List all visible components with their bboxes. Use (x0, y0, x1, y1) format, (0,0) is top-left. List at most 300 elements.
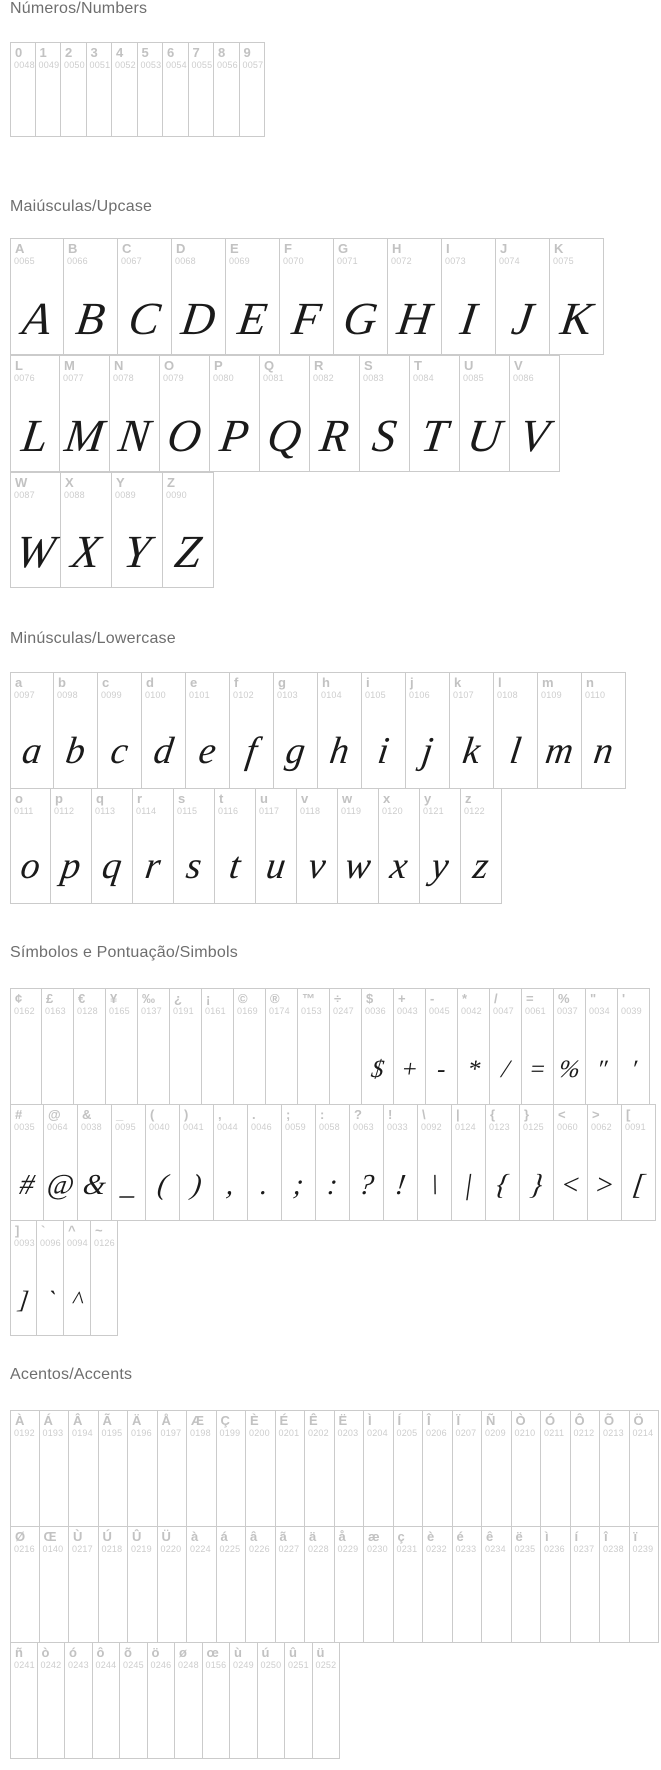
cell-character-label: ñ (15, 1645, 23, 1660)
char-cell (282, 1104, 316, 1221)
cell-character-label: _ (116, 1107, 124, 1122)
cell-character-label: u (260, 791, 268, 806)
cell-character-label: # (15, 1107, 23, 1122)
char-cell (158, 1410, 188, 1527)
cell-character-label: w (342, 791, 353, 806)
cell-unicode-code: 0123 (489, 1122, 510, 1132)
cell-character-label: ê (486, 1529, 494, 1544)
cell-glyph-preview: J (508, 293, 537, 344)
char-cell (512, 1410, 542, 1527)
glyph-row-accents-3 (10, 1642, 340, 1759)
char-cell (128, 1410, 158, 1527)
cell-character-label: n (586, 675, 594, 690)
char-cell (175, 1642, 203, 1759)
cell-unicode-code: 0156 (205, 1660, 227, 1670)
cell-unicode-code: 0201 (278, 1428, 300, 1438)
char-cell (335, 1410, 365, 1527)
cell-character-label: ö (151, 1645, 160, 1660)
cell-glyph-preview: V (516, 410, 553, 461)
char-cell (215, 788, 256, 904)
cell-character-label: O (164, 358, 175, 373)
cell-unicode-code: 0218 (101, 1544, 123, 1554)
cell-character-label: â (250, 1529, 258, 1544)
cell-glyph-preview: " (594, 1056, 609, 1083)
cell-glyph-preview: F (288, 293, 325, 344)
cell-unicode-code: 0229 (337, 1544, 359, 1554)
section-title-numbers: Números/Numbers (10, 0, 148, 17)
char-cell (418, 1104, 452, 1221)
cell-glyph-preview: . (258, 1169, 271, 1201)
cell-character-label: Ä (132, 1413, 142, 1428)
cell-character-label: ù (234, 1645, 242, 1660)
cell-glyph-preview: U (464, 410, 505, 461)
cell-unicode-code: 0217 (72, 1544, 93, 1554)
cell-unicode-code: 0110 (585, 690, 606, 700)
cell-unicode-code: 0099 (101, 690, 122, 700)
char-cell (10, 238, 64, 355)
cell-unicode-code: 0118 (300, 806, 321, 816)
cell-unicode-code: 0174 (269, 1006, 290, 1016)
cell-character-label: $ (366, 991, 374, 1006)
cell-glyph-preview: h (327, 730, 352, 772)
cell-unicode-code: 0093 (14, 1238, 35, 1248)
cell-character-label: ú (261, 1645, 270, 1660)
char-cell (588, 1104, 622, 1221)
cell-unicode-code: 0060 (557, 1122, 578, 1132)
char-cell (91, 1220, 118, 1336)
char-cell (10, 1104, 44, 1221)
cell-unicode-code: 0216 (14, 1544, 35, 1554)
cell-character-label: Á (43, 1413, 53, 1428)
char-cell (226, 238, 280, 355)
cell-character-label: È (250, 1413, 259, 1428)
char-cell (305, 1526, 335, 1643)
char-cell (600, 1526, 630, 1643)
char-cell (364, 1410, 394, 1527)
char-cell (174, 788, 215, 904)
char-cell (10, 988, 42, 1105)
cell-character-label: ; (286, 1107, 291, 1122)
cell-character-label: t (219, 791, 224, 806)
cell-unicode-code: 0050 (64, 60, 85, 70)
char-cell (280, 238, 334, 355)
cell-glyph-preview: t (226, 845, 244, 887)
char-cell (260, 355, 310, 472)
cell-glyph-preview: n (591, 730, 616, 772)
section-title-lowercase: Minúsculas/Lowercase (10, 630, 176, 647)
char-cell (622, 1104, 656, 1221)
char-cell (202, 988, 234, 1105)
cell-unicode-code: 0214 (632, 1428, 654, 1438)
char-cell (310, 355, 360, 472)
cell-unicode-code: 0090 (166, 490, 187, 500)
char-cell (10, 355, 60, 472)
cell-glyph-preview: ( (155, 1169, 170, 1201)
char-cell (112, 42, 138, 137)
cell-unicode-code: 0224 (190, 1544, 211, 1554)
cell-character-label: Ò (515, 1413, 526, 1428)
char-cell (388, 238, 442, 355)
cell-unicode-code: 0192 (14, 1428, 35, 1438)
cell-character-label: Ã (102, 1413, 112, 1428)
cell-unicode-code: 0039 (621, 1006, 642, 1016)
char-cell (187, 1526, 217, 1643)
char-cell (110, 355, 160, 472)
cell-character-label: Ì (368, 1413, 372, 1428)
cell-glyph-preview: y (428, 845, 452, 887)
cell-character-label: Ç (220, 1413, 230, 1428)
char-cell (106, 988, 138, 1105)
cell-glyph-preview: z (470, 845, 492, 887)
cell-character-label: K (554, 241, 564, 256)
char-cell (10, 1410, 40, 1527)
cell-character-label: P (214, 358, 223, 373)
char-cell (305, 1410, 335, 1527)
cell-glyph-preview: c (108, 730, 131, 772)
glyph-row-uppercase-1 (10, 238, 604, 355)
cell-glyph-preview: Y (120, 526, 154, 577)
cell-unicode-code: 0074 (499, 256, 520, 266)
char-cell (64, 1220, 91, 1336)
cell-unicode-code: 0128 (77, 1006, 98, 1016)
cell-glyph-preview: C (125, 293, 164, 344)
cell-character-label: à (191, 1529, 199, 1544)
char-cell (554, 988, 586, 1105)
cell-unicode-code: 0097 (14, 690, 35, 700)
char-cell (571, 1526, 601, 1643)
cell-unicode-code: 0153 (301, 1006, 322, 1016)
cell-glyph-preview: s (183, 845, 205, 887)
cell-character-label: ¿ (174, 991, 182, 1006)
section-title-symbols: Símbolos e Pontuação/Simbols (10, 944, 238, 961)
cell-unicode-code: 0162 (14, 1006, 35, 1016)
char-cell (40, 1410, 70, 1527)
glyph-row-lowercase-1 (10, 672, 626, 789)
char-cell (217, 1410, 247, 1527)
cell-unicode-code: 0096 (40, 1238, 61, 1248)
char-cell (360, 355, 410, 472)
char-cell (51, 788, 92, 904)
cell-character-label: X (65, 475, 74, 490)
char-cell (586, 988, 618, 1105)
char-cell (158, 1526, 188, 1643)
cell-unicode-code: 0252 (315, 1660, 337, 1670)
cell-unicode-code: 0036 (365, 1006, 386, 1016)
char-cell (410, 355, 460, 472)
cell-unicode-code: 0246 (150, 1660, 172, 1670)
cell-glyph-preview: k (460, 730, 483, 772)
cell-character-label: Î (427, 1413, 431, 1428)
cell-character-label: Ó (545, 1413, 556, 1428)
cell-unicode-code: 0207 (455, 1428, 477, 1438)
cell-character-label: í (574, 1529, 579, 1544)
char-cell (138, 42, 164, 137)
cell-unicode-code: 0228 (308, 1544, 329, 1554)
cell-character-label: { (490, 1107, 496, 1122)
cell-character-label: a (15, 675, 23, 690)
cell-character-label: é (456, 1529, 464, 1544)
cell-character-label: £ (46, 991, 54, 1006)
cell-glyph-preview: : (325, 1169, 340, 1201)
cell-unicode-code: 0197 (160, 1428, 182, 1438)
cell-character-label: l (498, 675, 502, 690)
cell-character-label: 7 (192, 45, 200, 60)
cell-character-label: [ (626, 1107, 631, 1122)
cell-unicode-code: 0213 (603, 1428, 624, 1438)
cell-character-label: ` (41, 1223, 46, 1238)
char-cell (112, 1104, 146, 1221)
cell-character-label: î (604, 1529, 608, 1544)
char-cell (297, 788, 338, 904)
cell-unicode-code: 0108 (497, 690, 518, 700)
cell-unicode-code: 0077 (63, 373, 84, 383)
cell-glyph-preview: ) (189, 1169, 204, 1201)
cell-unicode-code: 0054 (166, 60, 187, 70)
cell-unicode-code: 0086 (513, 373, 534, 383)
cell-character-label: % (558, 991, 570, 1006)
char-cell (172, 238, 226, 355)
char-cell (442, 238, 496, 355)
char-cell (128, 1526, 158, 1643)
cell-unicode-code: 0165 (109, 1006, 130, 1016)
cell-character-label: Ï (456, 1413, 461, 1428)
cell-unicode-code: 0058 (319, 1122, 340, 1132)
char-cell (510, 355, 560, 472)
char-cell (313, 1642, 341, 1759)
cell-character-label: ò (41, 1645, 50, 1660)
cell-glyph-preview: r (142, 845, 164, 887)
cell-character-label: Ø (15, 1529, 26, 1544)
cell-glyph-preview: [ (630, 1169, 647, 1201)
cell-glyph-preview: T (418, 410, 451, 461)
cell-character-label: c (102, 675, 110, 690)
char-cell (276, 1410, 306, 1527)
cell-unicode-code: 0242 (40, 1660, 62, 1670)
cell-character-label: . (252, 1107, 256, 1122)
cell-character-label: 3 (90, 45, 98, 60)
cell-unicode-code: 0122 (464, 806, 485, 816)
cell-character-label: 4 (116, 45, 124, 60)
cell-glyph-preview: @ (44, 1169, 77, 1201)
char-cell (246, 1410, 276, 1527)
cell-unicode-code: 0063 (353, 1122, 374, 1132)
cell-unicode-code: 0076 (14, 373, 35, 383)
cell-glyph-preview: * (465, 1056, 482, 1083)
char-cell (423, 1410, 453, 1527)
cell-unicode-code: 0051 (89, 60, 111, 70)
char-cell (338, 788, 379, 904)
cell-glyph-preview: $ (369, 1056, 386, 1083)
cell-glyph-preview: a (19, 730, 45, 772)
char-cell (522, 988, 554, 1105)
char-cell (65, 1642, 93, 1759)
cell-unicode-code: 0219 (131, 1544, 152, 1554)
char-cell (394, 988, 426, 1105)
cell-unicode-code: 0220 (160, 1544, 182, 1554)
cell-glyph-preview: w (342, 845, 374, 887)
char-cell (618, 988, 650, 1105)
cell-glyph-preview: = (527, 1056, 548, 1083)
cell-unicode-code: 0041 (183, 1122, 204, 1132)
cell-glyph-preview: Q (264, 410, 305, 461)
cell-unicode-code: 0035 (14, 1122, 35, 1132)
cell-glyph-preview: / (500, 1056, 511, 1083)
cell-character-label: ä (309, 1529, 317, 1544)
cell-unicode-code: 0169 (237, 1006, 258, 1016)
cell-unicode-code: 0111 (14, 806, 34, 816)
cell-character-label: D (176, 241, 186, 256)
cell-glyph-preview: E (234, 293, 271, 344)
cell-glyph-preview: , (224, 1169, 237, 1201)
cell-unicode-code: 0064 (47, 1122, 68, 1132)
cell-unicode-code: 0049 (38, 60, 60, 70)
cell-unicode-code: 0103 (277, 690, 298, 700)
cell-character-label: T (414, 358, 422, 373)
char-cell (120, 1642, 148, 1759)
char-cell (234, 988, 266, 1105)
cell-unicode-code: 0072 (391, 256, 412, 266)
cell-character-label: 2 (65, 45, 73, 60)
char-cell (538, 672, 582, 789)
cell-unicode-code: 0079 (163, 373, 184, 383)
cell-character-label: ¥ (110, 991, 118, 1006)
cell-character-label: Õ (604, 1413, 615, 1428)
cell-character-label: y (424, 791, 432, 806)
cell-unicode-code: 0068 (175, 256, 196, 266)
cell-character-label: \ (422, 1107, 426, 1122)
cell-character-label: á (220, 1529, 228, 1544)
cell-character-label: j (410, 675, 414, 690)
char-cell (87, 42, 113, 137)
cell-character-label: õ (124, 1645, 132, 1660)
cell-glyph-preview: j (419, 730, 436, 772)
cell-character-label: f (234, 675, 239, 690)
cell-character-label: * (462, 991, 468, 1006)
cell-unicode-code: 0112 (54, 806, 75, 816)
cell-character-label: ^ (68, 1223, 76, 1238)
cell-glyph-preview: ` (43, 1287, 57, 1314)
cell-unicode-code: 0206 (426, 1428, 447, 1438)
glyph-row-accents-1 (10, 1410, 659, 1527)
section-title-uppercase: Maiúsculas/Upcase (10, 198, 153, 215)
cell-glyph-preview: + (399, 1056, 420, 1083)
char-cell (142, 672, 186, 789)
cell-unicode-code: 0100 (145, 690, 166, 700)
glyph-row-lowercase-2 (10, 788, 502, 904)
char-cell (61, 42, 87, 137)
cell-character-label: g (278, 675, 286, 690)
char-cell (298, 988, 330, 1105)
cell-character-label: v (301, 791, 309, 806)
glyph-row-uppercase-2 (10, 355, 560, 472)
cell-unicode-code: 0121 (423, 806, 444, 816)
cell-unicode-code: 0065 (14, 256, 35, 266)
char-cell (482, 1410, 512, 1527)
cell-character-label: - (430, 991, 435, 1006)
cell-unicode-code: 0161 (205, 1006, 226, 1016)
cell-glyph-preview: l (507, 730, 524, 772)
char-cell (266, 988, 298, 1105)
cell-unicode-code: 0094 (67, 1238, 88, 1248)
cell-character-label: œ (206, 1645, 219, 1660)
char-cell (550, 238, 604, 355)
cell-unicode-code: 0119 (341, 806, 362, 816)
cell-unicode-code: 0105 (365, 690, 386, 700)
cell-character-label: F (284, 241, 292, 256)
cell-character-label: C (122, 241, 132, 256)
cell-character-label: s (178, 791, 186, 806)
cell-character-label: : (320, 1107, 325, 1122)
cell-glyph-preview: N (115, 410, 154, 461)
cell-unicode-code: 0194 (72, 1428, 93, 1438)
cell-unicode-code: 0230 (367, 1544, 388, 1554)
cell-unicode-code: 0239 (632, 1544, 654, 1554)
cell-glyph-preview: O (164, 410, 205, 461)
cell-unicode-code: 0048 (14, 60, 35, 70)
cell-glyph-preview: \ (428, 1169, 441, 1201)
char-cell (210, 355, 260, 472)
cell-character-label: è (427, 1529, 435, 1544)
char-cell (160, 355, 210, 472)
cell-glyph-preview: - (435, 1056, 448, 1083)
section-title-accents: Acentos/Accents (10, 1366, 133, 1383)
cell-character-label: > (592, 1107, 600, 1122)
cell-character-label: q (96, 791, 104, 806)
cell-unicode-code: 0101 (189, 690, 210, 700)
char-cell (486, 1104, 520, 1221)
cell-character-label: © (238, 991, 248, 1006)
glyph-row-numbers-1 (10, 42, 265, 137)
cell-character-label: | (456, 1107, 460, 1122)
char-cell (189, 42, 215, 137)
cell-unicode-code: 0067 (121, 256, 142, 266)
char-cell (362, 988, 394, 1105)
cell-character-label: ) (184, 1107, 189, 1122)
cell-unicode-code: 0080 (213, 373, 234, 383)
char-cell (350, 1104, 384, 1221)
cell-character-label: 0 (15, 45, 23, 60)
cell-character-label: d (146, 675, 154, 690)
char-cell (630, 1410, 660, 1527)
cell-glyph-preview: % (557, 1056, 582, 1083)
cell-unicode-code: 0071 (337, 256, 358, 266)
cell-character-label: ó (69, 1645, 77, 1660)
cell-glyph-preview: A (19, 293, 55, 344)
cell-unicode-code: 0116 (218, 806, 239, 816)
char-cell (133, 788, 174, 904)
cell-unicode-code: 0120 (382, 806, 403, 816)
cell-character-label: Z (167, 475, 175, 490)
cell-unicode-code: 0250 (260, 1660, 282, 1670)
char-cell (163, 42, 189, 137)
char-cell (316, 1104, 350, 1221)
cell-unicode-code: 0238 (603, 1544, 624, 1554)
cell-unicode-code: 0084 (413, 373, 434, 383)
cell-unicode-code: 0095 (115, 1122, 136, 1132)
cell-unicode-code: 0087 (14, 490, 35, 500)
cell-character-label: ® (270, 991, 280, 1006)
char-cell (187, 1410, 217, 1527)
cell-character-label: J (500, 241, 508, 256)
cell-unicode-code: 0163 (45, 1006, 66, 1016)
cell-unicode-code: 0251 (288, 1660, 309, 1670)
cell-character-label: & (82, 1107, 92, 1122)
char-cell (99, 1410, 129, 1527)
char-cell (406, 672, 450, 789)
cell-unicode-code: 0040 (149, 1122, 170, 1132)
cell-glyph-preview: ' (628, 1056, 639, 1083)
cell-unicode-code: 0237 (573, 1544, 595, 1554)
